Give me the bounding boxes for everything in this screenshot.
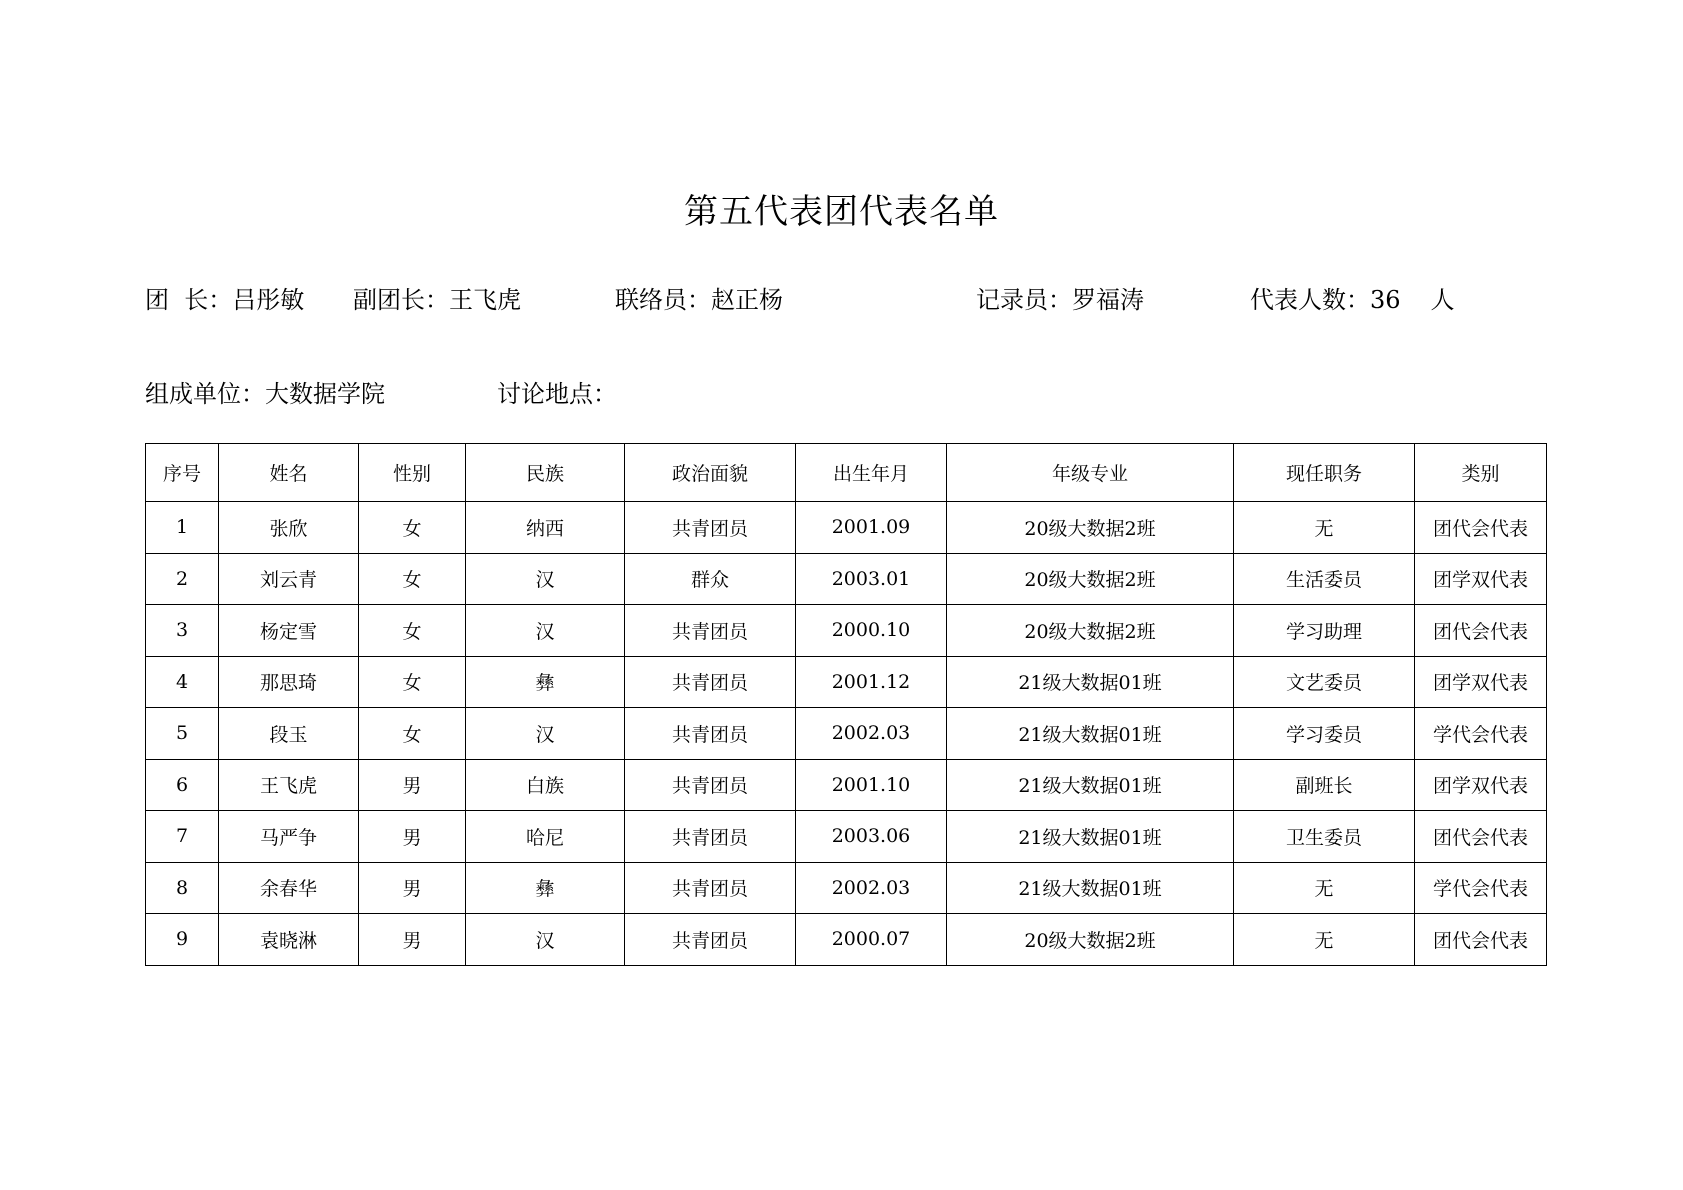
cell-index: 6 <box>146 759 219 811</box>
cell-grade-major: 21级大数据01班 <box>947 811 1234 863</box>
cell-index: 1 <box>146 502 219 554</box>
cell-index: 2 <box>146 553 219 605</box>
table-row <box>146 759 1547 811</box>
cell-gender: 女 <box>359 553 466 605</box>
cell-birth-date: 2003.01 <box>796 553 947 605</box>
table-row <box>146 656 1547 708</box>
cell-gender: 女 <box>359 708 466 760</box>
delegate-table <box>145 443 1547 966</box>
cell-category: 团学双代表 <box>1415 759 1547 811</box>
table-row <box>146 502 1547 554</box>
cell-index: 8 <box>146 862 219 914</box>
cell-ethnicity: 彝 <box>466 656 625 708</box>
table-header <box>146 444 1547 502</box>
col-header-birth-date: 出生年月 <box>796 444 947 502</box>
cell-grade-major: 21级大数据01班 <box>947 656 1234 708</box>
col-header-ethnicity: 民族 <box>466 444 625 502</box>
table-row <box>146 811 1547 863</box>
cell-name: 王飞虎 <box>219 759 359 811</box>
page-title: 第五代表团代表名单 <box>684 192 999 232</box>
unit-field <box>145 374 385 414</box>
cell-ethnicity: 汉 <box>466 914 625 966</box>
cell-index: 4 <box>146 656 219 708</box>
cell-birth-date: 2000.07 <box>796 914 947 966</box>
col-header-index: 序号 <box>146 444 219 502</box>
deputy-label: 副团长： <box>353 286 449 314</box>
cell-grade-major: 21级大数据01班 <box>947 862 1234 914</box>
recorder-name: 罗福涛 <box>1072 286 1144 314</box>
cell-grade-major: 20级大数据2班 <box>947 502 1234 554</box>
leader-label: 团 长： <box>145 286 233 314</box>
cell-grade-major: 21级大数据01班 <box>947 759 1234 811</box>
cell-name: 余春华 <box>219 862 359 914</box>
count-value: 36 <box>1370 286 1401 314</box>
cell-name: 杨定雪 <box>219 605 359 657</box>
cell-political-status: 共青团员 <box>625 914 796 966</box>
cell-index: 7 <box>146 811 219 863</box>
info-line-officers <box>0 280 1683 320</box>
leader-field <box>145 280 304 320</box>
cell-category: 学代会代表 <box>1415 708 1547 760</box>
cell-political-status: 共青团员 <box>625 656 796 708</box>
col-header-political-status: 政治面貌 <box>625 444 796 502</box>
unit-value: 大数据学院 <box>265 380 385 408</box>
cell-name: 袁晓淋 <box>219 914 359 966</box>
liaison-name: 赵正杨 <box>711 286 783 314</box>
cell-name: 那思琦 <box>219 656 359 708</box>
cell-gender: 男 <box>359 811 466 863</box>
table-row <box>146 862 1547 914</box>
table-row <box>146 553 1547 605</box>
cell-birth-date: 2000.10 <box>796 605 947 657</box>
cell-gender: 男 <box>359 862 466 914</box>
leader-name: 吕彤敏 <box>232 286 305 314</box>
cell-position: 学习委员 <box>1234 708 1415 760</box>
cell-name: 段玉 <box>219 708 359 760</box>
cell-gender: 男 <box>359 759 466 811</box>
count-unit: 人 <box>1430 286 1455 314</box>
cell-position: 无 <box>1234 862 1415 914</box>
cell-category: 学代会代表 <box>1415 862 1547 914</box>
col-header-category: 类别 <box>1415 444 1547 502</box>
cell-position: 生活委员 <box>1234 553 1415 605</box>
cell-category: 团代会代表 <box>1415 811 1547 863</box>
cell-grade-major: 21级大数据01班 <box>947 708 1234 760</box>
location-field <box>497 374 617 414</box>
unit-label: 组成单位： <box>145 380 265 408</box>
cell-position: 卫生委员 <box>1234 811 1415 863</box>
table-row <box>146 914 1547 966</box>
col-header-name: 姓名 <box>219 444 359 502</box>
cell-grade-major: 20级大数据2班 <box>947 605 1234 657</box>
cell-position: 学习助理 <box>1234 605 1415 657</box>
cell-birth-date: 2002.03 <box>796 862 947 914</box>
cell-name: 张欣 <box>219 502 359 554</box>
location-label: 讨论地点： <box>497 380 617 408</box>
cell-birth-date: 2003.06 <box>796 811 947 863</box>
cell-political-status: 共青团员 <box>625 811 796 863</box>
cell-ethnicity: 彝 <box>466 862 625 914</box>
cell-position: 无 <box>1234 502 1415 554</box>
cell-ethnicity: 汉 <box>466 553 625 605</box>
info-line-unit <box>0 374 1683 414</box>
cell-political-status: 共青团员 <box>625 759 796 811</box>
cell-category: 团代会代表 <box>1415 502 1547 554</box>
cell-category: 团代会代表 <box>1415 914 1547 966</box>
cell-ethnicity: 纳西 <box>466 502 625 554</box>
col-header-grade-major: 年级专业 <box>947 444 1234 502</box>
cell-name: 刘云青 <box>219 553 359 605</box>
liaison-label: 联络员： <box>615 286 711 314</box>
cell-category: 团代会代表 <box>1415 605 1547 657</box>
liaison-field <box>615 280 783 320</box>
cell-position: 文艺委员 <box>1234 656 1415 708</box>
col-header-gender: 性别 <box>359 444 466 502</box>
cell-ethnicity: 汉 <box>466 708 625 760</box>
count-label: 代表人数： <box>1250 286 1370 314</box>
cell-birth-date: 2002.03 <box>796 708 947 760</box>
cell-index: 3 <box>146 605 219 657</box>
cell-gender: 女 <box>359 605 466 657</box>
table-body <box>146 502 1547 966</box>
table-row <box>146 708 1547 760</box>
cell-ethnicity: 白族 <box>466 759 625 811</box>
cell-index: 9 <box>146 914 219 966</box>
count-field <box>1250 280 1455 320</box>
cell-political-status: 群众 <box>625 553 796 605</box>
cell-index: 5 <box>146 708 219 760</box>
table-header-row <box>146 444 1547 502</box>
recorder-label: 记录员： <box>976 286 1072 314</box>
deputy-field <box>353 280 521 320</box>
cell-birth-date: 2001.10 <box>796 759 947 811</box>
cell-grade-major: 20级大数据2班 <box>947 914 1234 966</box>
cell-gender: 男 <box>359 914 466 966</box>
cell-grade-major: 20级大数据2班 <box>947 553 1234 605</box>
cell-political-status: 共青团员 <box>625 708 796 760</box>
table-row <box>146 605 1547 657</box>
cell-position: 无 <box>1234 914 1415 966</box>
recorder-field <box>976 280 1144 320</box>
cell-position: 副班长 <box>1234 759 1415 811</box>
col-header-position: 现任职务 <box>1234 444 1415 502</box>
cell-political-status: 共青团员 <box>625 862 796 914</box>
cell-political-status: 共青团员 <box>625 605 796 657</box>
cell-ethnicity: 哈尼 <box>466 811 625 863</box>
cell-gender: 女 <box>359 502 466 554</box>
deputy-name: 王飞虎 <box>449 286 521 314</box>
cell-birth-date: 2001.09 <box>796 502 947 554</box>
cell-gender: 女 <box>359 656 466 708</box>
cell-birth-date: 2001.12 <box>796 656 947 708</box>
cell-category: 团学双代表 <box>1415 656 1547 708</box>
cell-category: 团学双代表 <box>1415 553 1547 605</box>
cell-political-status: 共青团员 <box>625 502 796 554</box>
cell-ethnicity: 汉 <box>466 605 625 657</box>
cell-name: 马严争 <box>219 811 359 863</box>
